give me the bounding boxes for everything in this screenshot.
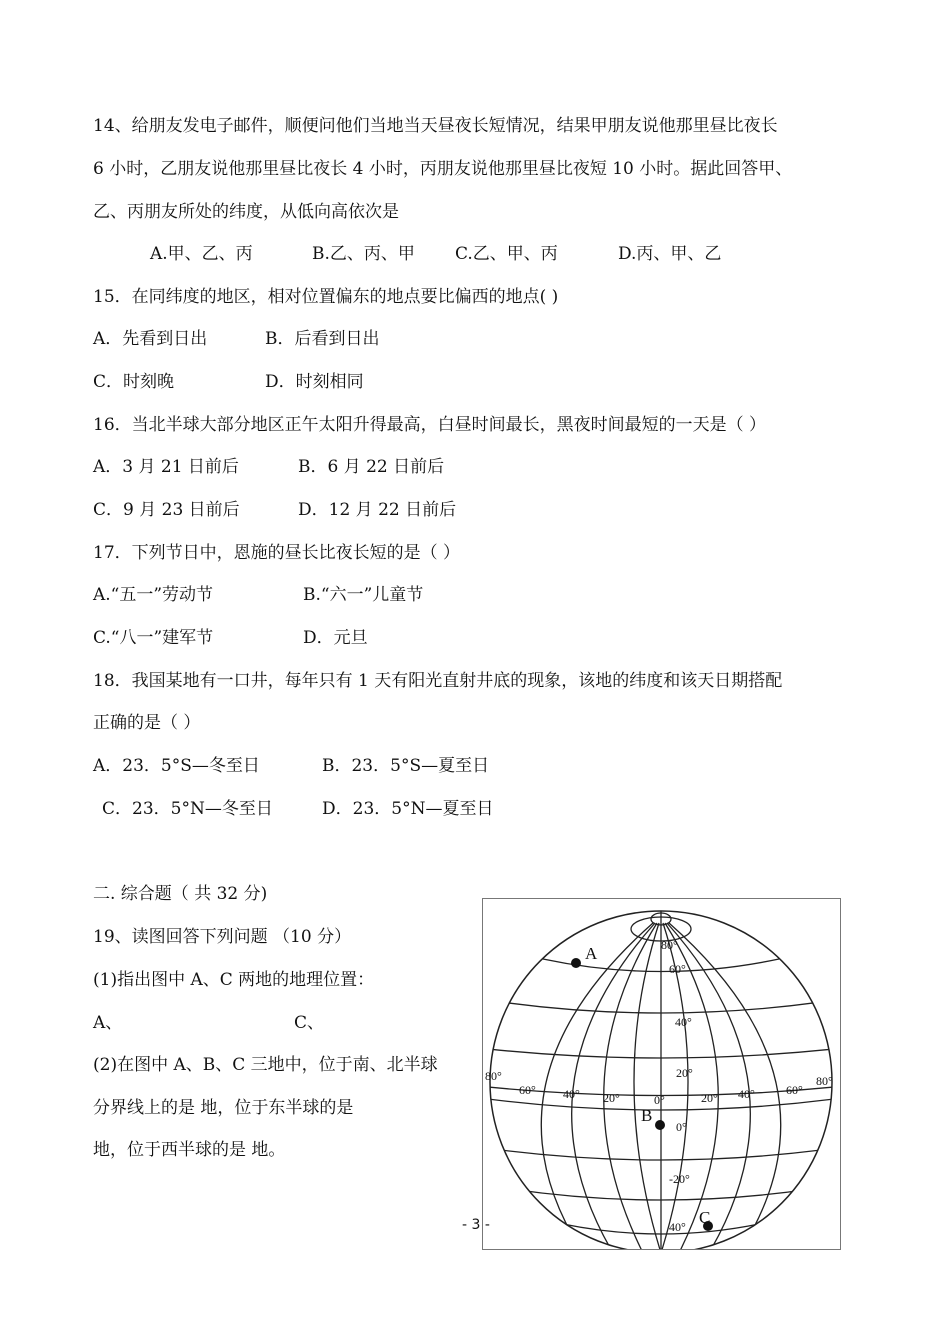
q15-option-d: D．时刻相同 <box>265 372 364 392</box>
lon-label-20w: 20° <box>603 1091 620 1105</box>
q17-option-c: C.“八一”建军节 <box>93 628 214 648</box>
lat-label-40s: 40° <box>669 1220 686 1234</box>
q19-stem: 19、读图回答下列问题 （10 分） <box>93 927 352 947</box>
q19-part2-line2: 分界线上的是 地，位于东半球的是 <box>93 1098 354 1118</box>
q15-option-c: C．时刻晚 <box>93 372 175 392</box>
q16-option-a: A．3 月 21 日前后 <box>93 457 239 477</box>
q16-option-b: B．6 月 22 日前后 <box>298 457 445 477</box>
q16-option-c: C．9 月 23 日前后 <box>93 500 240 520</box>
q18-option-b: B．23．5°S—夏至日 <box>322 756 490 776</box>
q15-option-a: A．先看到日出 <box>93 329 208 349</box>
page-number: - 3 - <box>462 1217 490 1233</box>
q17-option-a: A.“五一”劳动节 <box>93 585 214 605</box>
point-a-label: A <box>585 944 598 963</box>
q17-option-b: B.“六一”儿童节 <box>303 585 424 605</box>
lat-label-minus20: -20° <box>669 1172 690 1186</box>
lon-label-40e: 40° <box>738 1087 755 1101</box>
q14-option-c: C.乙、甲、丙 <box>455 244 558 264</box>
q14-option-d: D.丙、甲、乙 <box>618 244 722 264</box>
globe-graticule <box>483 899 840 1249</box>
q19-part1: (1)指出图中 A、C 两地的地理位置： <box>93 970 375 990</box>
q19-part2-line3: 地，位于西半球的是 地。 <box>93 1140 286 1160</box>
q18-option-a: A．23．5°S—冬至日 <box>93 756 260 776</box>
q15-option-b: B．后看到日出 <box>265 329 380 349</box>
lon-label-60w: 60° <box>519 1083 536 1097</box>
q14-option-a: A.甲、乙、丙 <box>150 244 253 264</box>
lat-label-20: 20° <box>676 1066 693 1080</box>
lat-label-40: 40° <box>675 1015 692 1029</box>
q17-option-d: D．元旦 <box>303 628 368 648</box>
q17-stem: 17．下列节日中，恩施的昼长比夜长短的是（ ） <box>93 543 461 563</box>
lon-label-80e: 80° <box>816 1074 833 1088</box>
point-b-label: B <box>641 1106 653 1125</box>
lon-label-20e: 20° <box>701 1091 718 1105</box>
lon-label-60e: 60° <box>786 1083 803 1097</box>
lat-label-80: 80° <box>661 938 678 952</box>
q14-stem-line1: 14、给朋友发电子邮件，顺便问他们当地当天昼夜长短情况，结果甲朋友说他那里昼比夜长 <box>93 116 778 136</box>
lat-label-60: 60° <box>669 962 686 976</box>
q18-stem-line1: 18．我国某地有一口井，每年只有 1 天有阳光直射井底的现象，该地的纬度和该天日期搭配 <box>93 671 783 691</box>
section-2-title: 二. 综合题（ 共 32 分) <box>93 884 268 904</box>
q14-option-b: B.乙、丙、甲 <box>312 244 415 264</box>
lon-label-0: 0° <box>654 1093 665 1107</box>
q18-option-d: D．23．5°N—夏至日 <box>322 799 494 819</box>
point-c-label: C <box>699 1208 711 1227</box>
q19-part2-line1: (2)在图中 A、B、C 三地中，位于南、北半球 <box>93 1055 438 1075</box>
q14-stem-line3: 乙、丙朋友所处的纬度，从低向高依次是 <box>93 202 399 222</box>
lat-label-0: 0° <box>676 1120 687 1134</box>
q16-option-d: D．12 月 22 日前后 <box>298 500 457 520</box>
q14-stem-line2: 6 小时，乙朋友说他那里昼比夜长 4 小时，丙朋友说他那里昼比夜短 10 小时。据此回答甲、 <box>93 159 793 179</box>
lon-label-80w: 80° <box>485 1069 502 1083</box>
globe-figure <box>482 898 841 1250</box>
lon-label-40w: 40° <box>563 1087 580 1101</box>
q15-stem: 15．在同纬度的地区，相对位置偏东的地点要比偏西的地点( ) <box>93 287 559 307</box>
q19-part1-a: A、 <box>93 1013 123 1033</box>
q18-option-c: C．23．5°N—冬至日 <box>102 799 273 819</box>
q16-stem: 16．当北半球大部分地区正午太阳升得最高，白昼时间最长，黑夜时间最短的一天是（ ） <box>93 415 767 435</box>
point-b-dot <box>655 1120 665 1130</box>
q18-stem-line2: 正确的是（ ） <box>93 713 201 733</box>
point-a-dot <box>571 958 581 968</box>
q19-part1-c: C、 <box>294 1013 325 1033</box>
